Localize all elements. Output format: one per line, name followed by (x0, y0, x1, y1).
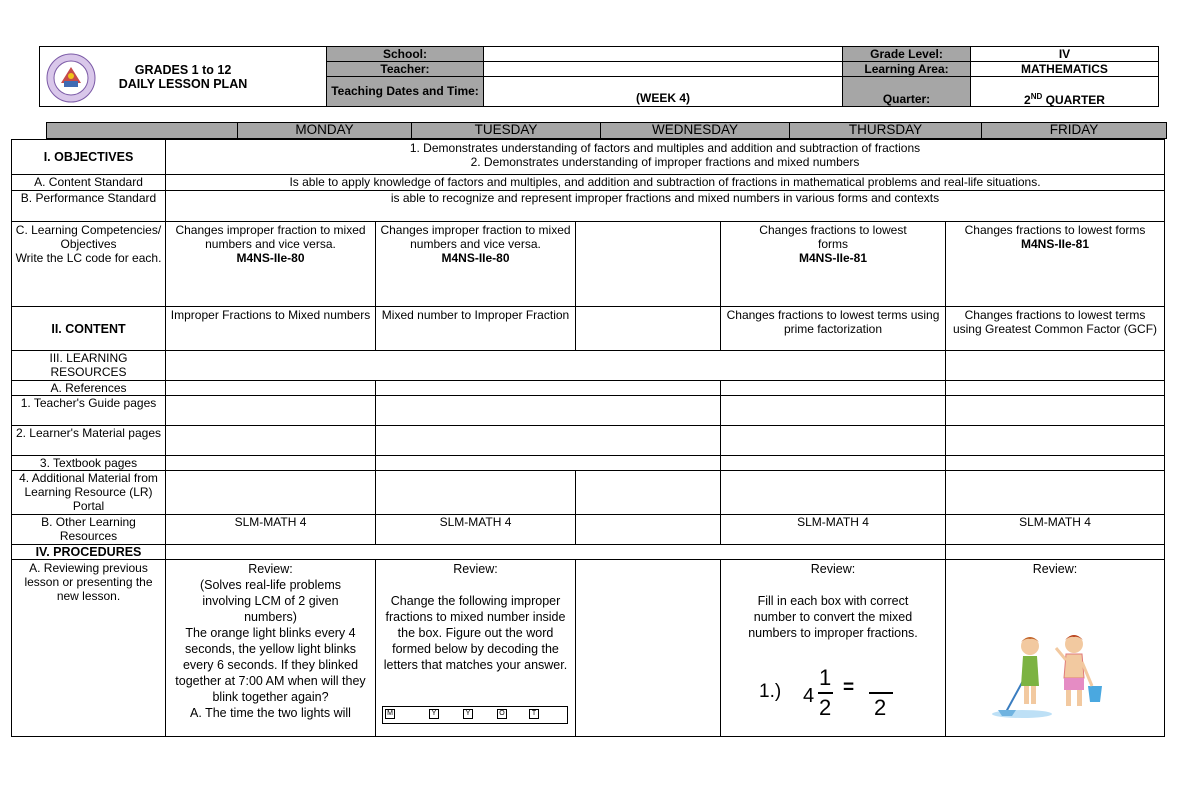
decode-letter-1: M (385, 709, 395, 719)
objectives-label: I. OBJECTIVES (11, 139, 166, 175)
tuesday-review-body: Change the following improper fractions to mixed number inside the box. Figure out the word formed below by decoding the letters that matches your answer. (383, 594, 568, 672)
title-line-2: DAILY LESSON PLAN (118, 77, 248, 91)
competency-monday (165, 221, 376, 307)
quarter-label: Quarter: (842, 76, 971, 107)
references-monday (165, 380, 376, 396)
references-tue-wed (375, 380, 721, 396)
lm-label: 2. Learner's Material pages (11, 425, 166, 456)
tg-friday[interactable] (945, 395, 1165, 426)
other-wednesday (575, 514, 721, 545)
school-field[interactable] (483, 46, 843, 62)
resources-span (165, 350, 946, 381)
performance-standard-label: B. Performance Standard (11, 190, 166, 222)
objectives-line-1: 1. Demonstrates understanding of factors and multiples and addition and subtraction of fractions (409, 141, 921, 155)
competency-thursday (720, 221, 946, 307)
references-label: A. References (11, 380, 166, 396)
day-header-friday: FRIDAY (981, 122, 1167, 139)
competency-wednesday (575, 221, 721, 307)
content-monday: Improper Fractions to Mixed numbers (165, 306, 376, 351)
procedures-span (165, 544, 946, 560)
additional-thursday[interactable] (720, 470, 946, 515)
competency-tuesday-code: M4NS-IIe-80 (441, 251, 510, 265)
additional-wednesday[interactable] (575, 470, 721, 515)
references-friday (945, 380, 1165, 396)
content-friday: Changes fractions to lowest terms using Greatest Common Factor (GCF) (945, 306, 1165, 351)
other-tuesday: SLM-MATH 4 (375, 514, 576, 545)
procedures-friday (945, 544, 1165, 560)
tg-label: 1. Teacher's Guide pages (11, 395, 166, 426)
teacher-label: Teacher: (326, 61, 484, 77)
quarter-suffix: ND (1030, 92, 1043, 101)
content-standard-label: A. Content Standard (11, 174, 166, 191)
dates-label-text: Teaching Dates and Time: (331, 84, 479, 98)
thursday-fraction-item (759, 665, 909, 726)
thursday-item-number: 1.) (759, 681, 782, 702)
title-line-1: GRADES 1 to 12 (134, 63, 232, 77)
day-header-blank (46, 122, 238, 139)
day-header-monday: MONDAY (237, 122, 412, 139)
other-monday: SLM-MATH 4 (165, 514, 376, 545)
school-label: School: (326, 46, 484, 62)
friday-review-title: Review: (1032, 562, 1078, 576)
additional-friday[interactable] (945, 470, 1165, 515)
procedure-a-monday (165, 559, 376, 737)
quarter-word: QUARTER (1042, 93, 1105, 107)
other-resources-label: B. Other Learning Resources (11, 514, 166, 545)
competency-monday-code: M4NS-IIe-80 (236, 251, 305, 265)
competency-friday-code: M4NS-IIe-81 (1020, 237, 1090, 251)
day-header-wednesday: WEDNESDAY (600, 122, 790, 139)
teacher-field[interactable] (483, 61, 843, 77)
thursday-numerator: 1 (819, 665, 832, 690)
tuesday-decode-strip (382, 706, 568, 724)
area-label: Learning Area: (842, 61, 971, 77)
monday-review-title: Review: (248, 562, 293, 576)
additional-monday[interactable] (165, 470, 376, 515)
children-cleaning-illustration (990, 630, 1110, 722)
textbook-thursday[interactable] (720, 455, 946, 471)
quarter-number: 2 (1024, 93, 1031, 107)
thursday-denominator: 2 (819, 695, 832, 720)
competencies-label-sub: Write the LC code for each. (15, 251, 162, 265)
content-standard-text: Is able to apply knowledge of factors and multiples, and addition and subtraction of fractions in mathematical problems and real-life situations. (165, 174, 1165, 191)
competency-tuesday (375, 221, 576, 307)
content-wednesday (575, 306, 721, 351)
procedure-a-tuesday (375, 559, 576, 737)
lm-thursday[interactable] (720, 425, 946, 456)
header-logo-cell (39, 46, 327, 107)
decode-letter-3: Y (463, 709, 473, 719)
lm-monday[interactable] (165, 425, 376, 456)
textbook-label: 3. Textbook pages (11, 455, 166, 471)
procedure-a-label: A. Reviewing previous lesson or presenting the new lesson. (11, 559, 166, 737)
references-thursday (720, 380, 946, 396)
objectives-text (165, 139, 1165, 175)
competency-friday (945, 221, 1165, 307)
additional-tuesday[interactable] (375, 470, 576, 515)
thursday-answer-denominator: 2 (874, 695, 887, 720)
decode-letter-4: O (497, 709, 507, 719)
content-label: II. CONTENT (11, 306, 166, 351)
performance-standard-text: is able to recognize and represent improper fractions and mixed numbers in various forms and contexts (165, 190, 1165, 222)
tuesday-review-title: Review: (453, 562, 498, 576)
procedure-a-friday (945, 559, 1165, 737)
objectives-line-2: 2. Demonstrates understanding of improper fractions and mixed numbers (470, 155, 860, 169)
decode-letter-2: Y (429, 709, 439, 719)
textbook-monday[interactable] (165, 455, 376, 471)
thursday-review-body: Fill in each box with correct number to convert the mixed numbers to improper fractions. (748, 594, 918, 640)
thursday-fraction-bar (818, 692, 833, 694)
content-thursday: Changes fractions to lowest terms using prime factorization (720, 306, 946, 351)
thursday-equals: = (843, 677, 855, 698)
other-thursday: SLM-MATH 4 (720, 514, 946, 545)
day-header-tuesday: TUESDAY (411, 122, 601, 139)
procedure-a-thursday (720, 559, 946, 737)
area-field[interactable]: MATHEMATICS (970, 61, 1159, 77)
other-friday: SLM-MATH 4 (945, 514, 1165, 545)
thursday-review-title: Review: (810, 562, 856, 576)
deped-seal-icon (46, 53, 96, 103)
procedure-a-wednesday (575, 559, 721, 737)
thursday-whole: 4 (803, 685, 815, 707)
competencies-label (11, 221, 166, 307)
monday-review-body: The orange light blinks every 4 seconds, the yellow light blinks every 6 seconds. If they blinked together at 7:00 AM when will they blink together again? (175, 626, 366, 704)
competency-thursday-code: M4NS-IIe-81 (798, 251, 868, 265)
grade-field[interactable]: IV (970, 46, 1159, 62)
textbook-tue-wed[interactable] (375, 455, 721, 471)
resources-friday (945, 350, 1165, 381)
resources-label: III. LEARNING RESOURCES (11, 350, 166, 381)
dates-field[interactable]: (WEEK 4) (483, 76, 843, 107)
grade-label: Grade Level: (842, 46, 971, 62)
tg-thursday[interactable] (720, 395, 946, 426)
competency-tuesday-text: Changes improper fraction to mixed numbers and vice versa. (380, 223, 571, 251)
dates-label (326, 76, 484, 107)
content-tuesday: Mixed number to Improper Fraction (375, 306, 576, 351)
textbook-friday[interactable] (945, 455, 1165, 471)
lm-tue-wed[interactable] (375, 425, 721, 456)
procedures-label: IV. PROCEDURES (11, 544, 166, 560)
competencies-label-main: C. Learning Competencies/Objectives (15, 223, 162, 251)
competency-friday-text: Changes fractions to lowest forms (964, 223, 1146, 237)
competency-thursday-text: Changes fractions to lowest forms (759, 223, 907, 251)
competency-monday-text: Changes improper fraction to mixed numbers and vice versa. (175, 223, 366, 251)
tg-tue-wed[interactable] (375, 395, 721, 426)
day-header-thursday: THURSDAY (789, 122, 982, 139)
thursday-answer-blank[interactable] (869, 692, 893, 694)
monday-review-choice-a: A. The time the two lights will (190, 706, 351, 720)
quarter-field[interactable] (970, 76, 1159, 107)
decode-letter-5: T (529, 709, 539, 719)
tg-monday[interactable] (165, 395, 376, 426)
lm-friday[interactable] (945, 425, 1165, 456)
monday-review-sub: (Solves real-life problems involving LCM of 2 given numbers) (199, 578, 342, 624)
additional-label: 4. Additional Material from Learning Resource (LR) Portal (11, 470, 166, 515)
